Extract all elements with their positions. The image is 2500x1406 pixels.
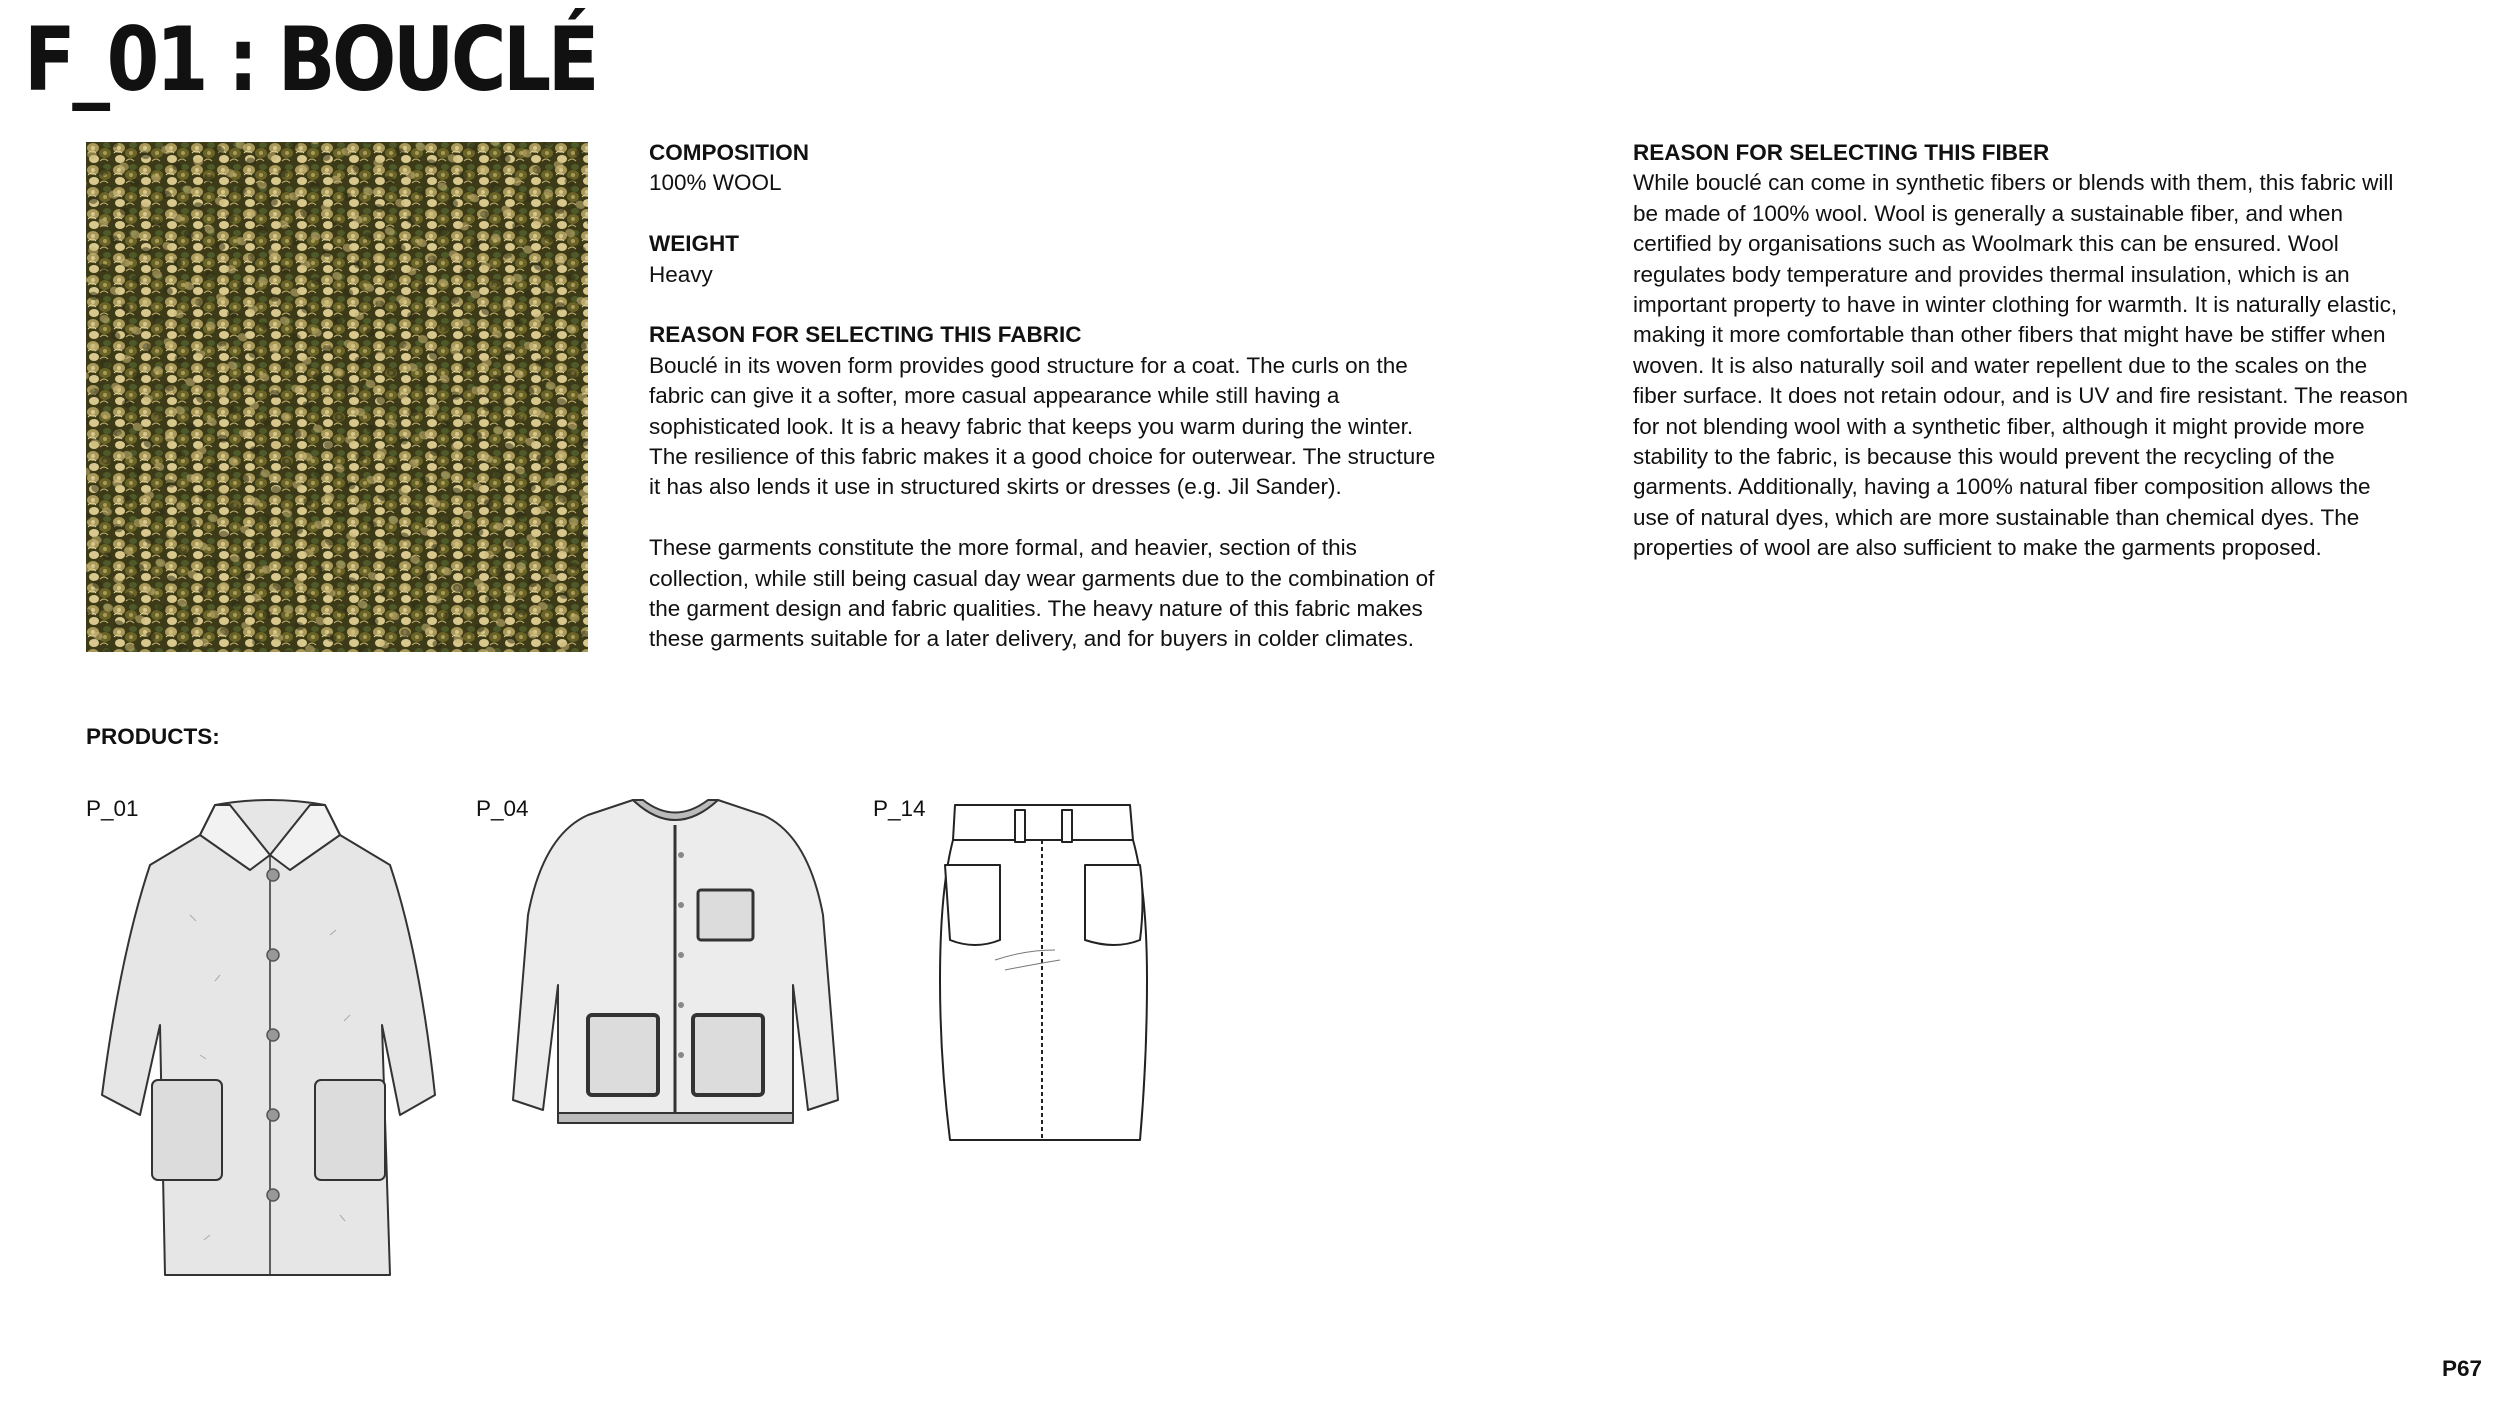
- jacket-sketch-icon: [508, 795, 843, 1140]
- coat-sketch-icon: [90, 795, 450, 1305]
- weight-label: WEIGHT: [649, 231, 739, 257]
- product-code-p04: P_04: [476, 796, 529, 821]
- composition-value: 100% WOOL: [649, 170, 782, 196]
- fiber-details: [1633, 138, 2413, 564]
- fiber-reason-heading: REASON FOR SELECTING THIS FIBER: [1633, 140, 2050, 165]
- fabric-reason-paragraph-2: These garments constitute the more formal, and heavier, section of this collection, while still being casual day wear garments due to the combination of the garment design and fabric qualities. The heavy nature of this fabric makes these garments suitable for a later delivery, and for buyers in colder climates.: [649, 535, 1435, 652]
- boucle-swatch-icon: [86, 142, 588, 652]
- fiber-reason-paragraph: While bouclé can come in synthetic fibers or blends with them, this fabric will be made of 100% wool. Wool is generally a sustainable fiber, and when certified by organisations such as Woolmark this can be ensured. Wool regulates body temperature and provides thermal insulation, which is an important property to have in winter clothing for warmth. It is naturally elastic, making it more comfortable than other fibers that might have be stiffer when woven. It is also naturally soil and water repellent due to the scales on the fiber surface. It does not retain odour, and is UV and fire resistant. The reason for not blending wool with a synthetic fiber, although it might provide more stability to the fabric, is because this would prevent the recycling of the garments. Additionally, having a 100% natural fiber composition allows the use of natural dyes, which are more sustainable than chemical dyes. The properties of wool are also sufficient to make the garments proposed.: [1633, 170, 2409, 561]
- page-title: F_01 : BOUCLÉ: [24, 8, 597, 111]
- fabric-reason-heading: REASON FOR SELECTING THIS FABRIC: [649, 322, 1082, 348]
- weight-value: Heavy: [649, 261, 713, 287]
- fabric-reason-paragraph-1: Bouclé in its woven form provides good structure for a coat. The curls on the fabric can give it a softer, more casual appearance while still having a sophisticated look. It is a heavy fabric that keeps you warm during the winter. The resilience of this fabric makes it a good choice for outerwear. The structure it has also lends it use in structured skirts or dresses (e.g. Jil Sander).: [649, 352, 1436, 500]
- composition-label: COMPOSITION: [649, 140, 810, 165]
- product-code-p14: P_14: [873, 796, 926, 821]
- skirt-sketch-icon: [935, 800, 1150, 1145]
- fabric-details: [649, 138, 1449, 655]
- products-heading: PRODUCTS:: [86, 724, 220, 749]
- product-code-p01: P_01: [86, 796, 139, 821]
- page-number: P67: [2441, 1356, 2482, 1381]
